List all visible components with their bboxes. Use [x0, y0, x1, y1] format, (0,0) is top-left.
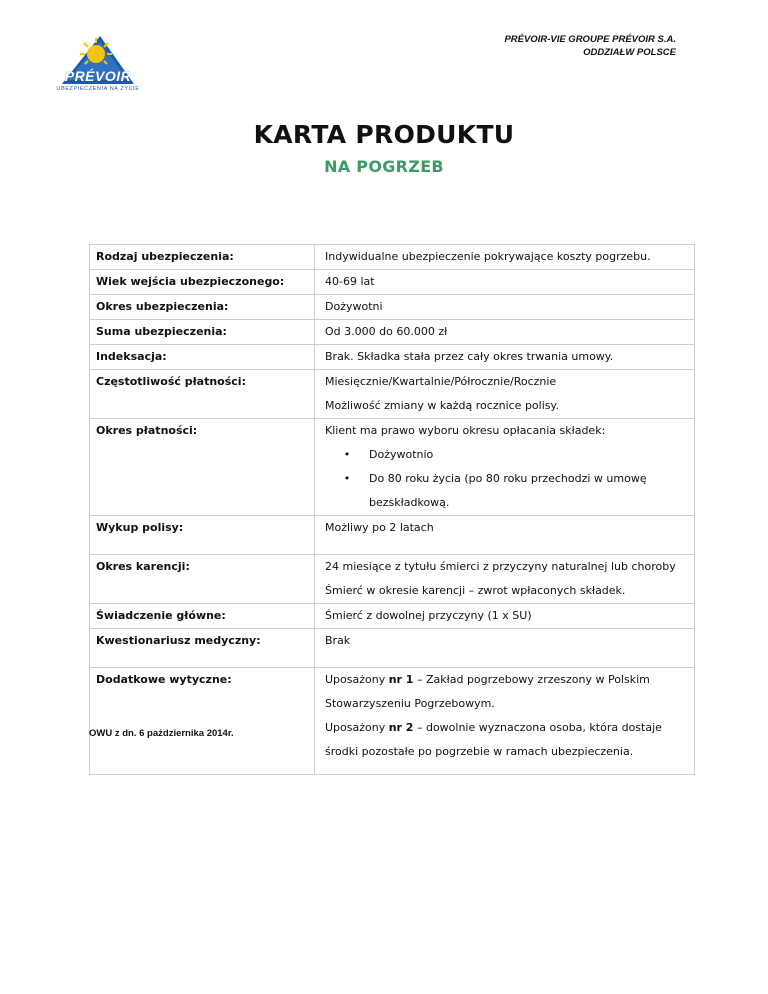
value-line: Możliwość zmiany w każdą rocznice polisy. [325, 399, 559, 412]
table-row [90, 604, 695, 629]
value-line: Klient ma prawo wyboru okresu opłacania składek: [325, 424, 606, 437]
row-label: Suma ubezpieczenia: [90, 320, 315, 345]
text-segment: Uposażony [325, 673, 389, 686]
row-label: Wykup polisy: [90, 516, 315, 555]
company-line-1: PRÉVOIR-VIE GROUPE PRÉVOIR S.A. [504, 34, 676, 45]
value-line [325, 668, 694, 692]
page-title: KARTA PRODUKTU [253, 120, 515, 149]
table-row [90, 320, 695, 345]
value-line: Stowarzyszeniu Pogrzebowym. [325, 697, 495, 710]
row-value [315, 370, 695, 419]
table-row [90, 370, 695, 419]
table-row [90, 295, 695, 320]
page-subtitle: NA POGRZEB [324, 157, 444, 176]
row-label: Rodzaj ubezpieczenia: [90, 245, 315, 270]
row-value: 40-69 lat [315, 270, 695, 295]
value-line: 24 miesiące z tytułu śmierci z przyczyny naturalnej lub choroby [325, 560, 676, 573]
company-line-2: ODDZIAŁW POLSCE [583, 47, 676, 58]
row-label: Wiek wejścia ubezpieczonego: [90, 270, 315, 295]
row-label: Indeksacja: [90, 345, 315, 370]
value-line: Miesięcznie/Kwartalnie/Półrocznie/Rocznie [325, 375, 557, 388]
row-value [315, 555, 695, 604]
table-row [90, 345, 695, 370]
bullet-icon: • [343, 448, 351, 461]
text-segment: – Zakład pogrzebowy zrzeszony w Polskim [413, 673, 650, 686]
logo-tagline: UBEZPIECZENIA NA ŻYCIE [56, 86, 140, 92]
row-value: Indywidualne ubezpieczenie pokrywające koszty pogrzebu. [315, 245, 695, 270]
row-label: Częstotliwość płatności: [90, 370, 315, 419]
company-header [504, 33, 676, 59]
row-label: Kwestionariusz medyczny: [90, 629, 315, 668]
logo-name: PRÉVOIR [64, 68, 132, 84]
row-value [315, 419, 695, 516]
row-label: Dodatkowe wytyczne: [90, 668, 315, 775]
beneficiary-number: nr 2 [388, 721, 414, 734]
row-value: Brak [315, 629, 695, 668]
table-row [90, 668, 695, 775]
table-row [90, 419, 695, 516]
footer-note: OWU z dn. 6 października 2014r. [89, 728, 234, 739]
list-item-continuation: bezskładkową. [369, 496, 450, 509]
row-value: Możliwy po 2 latach [315, 516, 695, 555]
row-value: Śmierć z dowolnej przyczyny (1 x SU) [315, 604, 695, 629]
row-label: Okres płatności: [90, 419, 315, 516]
row-value [315, 668, 695, 775]
value-line: Śmierć w okresie karencji – zwrot wpłaconych składek. [325, 584, 626, 597]
text-segment: Uposażony [325, 721, 389, 734]
row-label: Okres karencji: [90, 555, 315, 604]
list-item-text: Dożywotnio [369, 448, 434, 461]
value-line: środki pozostałe po pogrzebie w ramach ubezpieczenia. [325, 745, 634, 758]
beneficiary-number: nr 1 [388, 673, 414, 686]
table-row [90, 245, 695, 270]
table-row [90, 555, 695, 604]
row-label: Okres ubezpieczenia: [90, 295, 315, 320]
product-table [89, 244, 695, 775]
bullet-icon: • [343, 472, 351, 485]
table-row [90, 629, 695, 668]
row-value: Dożywotni [315, 295, 695, 320]
list-item [325, 443, 694, 467]
prevoir-logo [50, 34, 146, 98]
text-segment: – dowolnie wyznaczona osoba, która dostaje [413, 721, 662, 734]
list-item [325, 467, 694, 491]
row-value: Brak. Składka stała przez cały okres trwania umowy. [315, 345, 695, 370]
list-item-text: Do 80 roku życia (po 80 roku przechodzi w umowę [369, 472, 647, 485]
row-value: Od 3.000 do 60.000 zł [315, 320, 695, 345]
table-row [90, 516, 695, 555]
value-line [325, 716, 694, 740]
row-label: Świadczenie główne: [90, 604, 315, 629]
table-row [90, 270, 695, 295]
